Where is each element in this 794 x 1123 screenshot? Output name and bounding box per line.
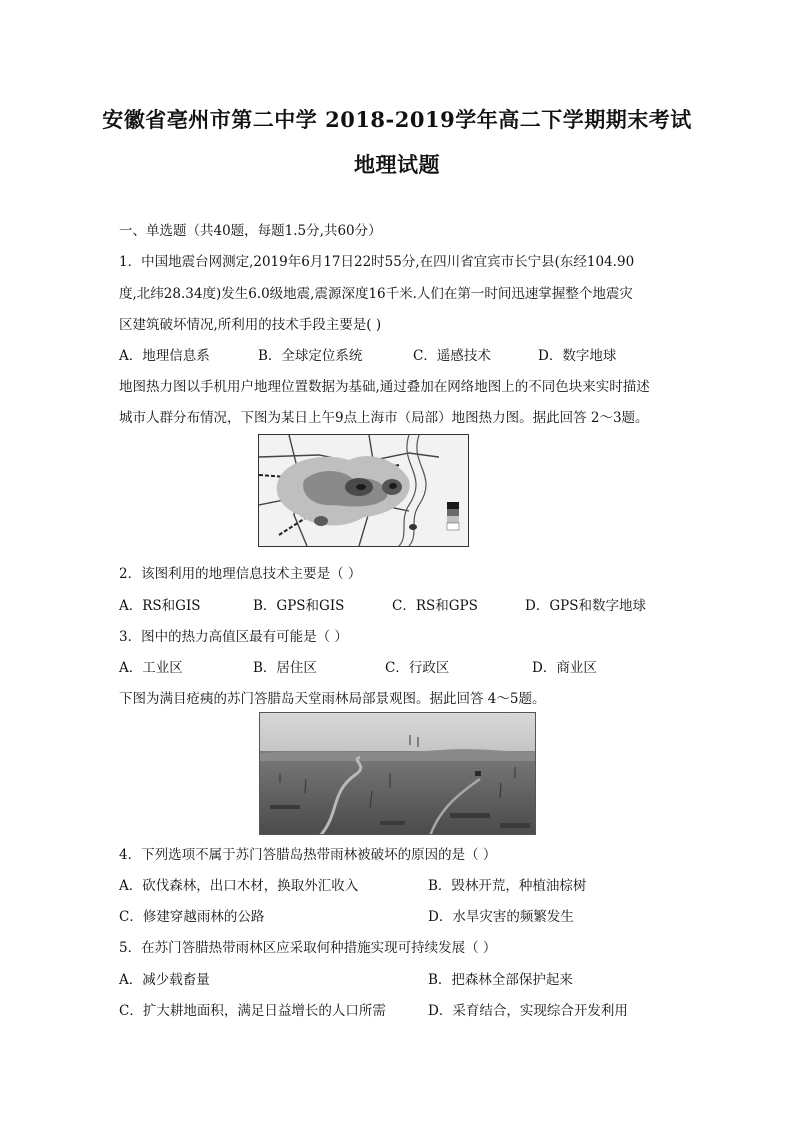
document-subtitle: 地理试题 bbox=[354, 152, 440, 177]
q5-option-d: D．采育结合，实现综合开发利用 bbox=[428, 1003, 628, 1019]
q1-line-3: 区建筑破坏情况,所利用的技术手段主要是( ) bbox=[119, 317, 382, 333]
q3-option-b: B．居住区 bbox=[253, 660, 317, 676]
q2-option-d: D．GPS和数字地球 bbox=[525, 598, 646, 614]
q3-option-c: C．行政区 bbox=[385, 660, 450, 676]
passage2-text: 下图为满目疮痍的苏门答腊岛天堂雨林局部景观图。据此回答 4～5题。 bbox=[119, 691, 546, 707]
q5-option-a: A．减少载畜量 bbox=[119, 972, 210, 988]
passage1-line-2: 城市人群分布情况，下图为某日上午9点上海市（局部）地图热力图。据此回答 2～3题。 bbox=[119, 410, 649, 426]
q5-option-b: B．把森林全部保护起来 bbox=[428, 972, 573, 988]
q1-option-d: D．数字地球 bbox=[538, 348, 617, 364]
q4-text: 4．下列选项不属于苏门答腊岛热带雨林被破坏的原因的是（ ） bbox=[119, 847, 497, 863]
q3-option-d: D．商业区 bbox=[532, 660, 597, 676]
heat-map-figure bbox=[258, 434, 469, 547]
q3-text: 3．图中的热力高值区最有可能是（ ） bbox=[119, 629, 348, 645]
section-header: 一、单选题（共40题，每题1.5分,共60分） bbox=[119, 223, 382, 239]
heat-map-drawing bbox=[259, 435, 468, 546]
q4-option-d: D．水旱灾害的频繁发生 bbox=[428, 909, 574, 925]
document-title: 安徽省亳州市第二中学 2018-2019学年高二下学期期末考试 bbox=[102, 107, 692, 132]
q1-line-2: 度,北纬28.34度)发生6.0级地震,震源深度16千米.人们在第一时间迅速掌握整个地震灾 bbox=[119, 286, 633, 302]
q4-option-b: B．毁林开荒，种植油棕树 bbox=[428, 878, 587, 894]
q3-option-a: A．工业区 bbox=[119, 660, 183, 676]
q1-option-c: C．遥感技术 bbox=[413, 348, 491, 364]
q5-option-c: C．扩大耕地面积，满足日益增长的人口所需 bbox=[119, 1003, 386, 1019]
q4-option-a: A．砍伐森林，出口木材，换取外汇收入 bbox=[119, 878, 359, 894]
q1-option-b: B．全球定位系统 bbox=[258, 348, 363, 364]
q2-option-c: C．RS和GPS bbox=[392, 598, 478, 614]
rainforest-photo-drawing bbox=[260, 713, 536, 835]
q5-text: 5．在苏门答腊热带雨林区应采取何种措施实现可持续发展（ ） bbox=[119, 940, 497, 956]
q4-option-c: C．修建穿越雨林的公路 bbox=[119, 909, 265, 925]
q2-option-a: A．RS和GIS bbox=[119, 598, 201, 614]
q1-line-1: 1．中国地震台网测定,2019年6月17日22时55分,在四川省宜宾市长宁县(东经104.90 bbox=[119, 254, 635, 270]
q2-text: 2．该图利用的地理信息技术主要是（ ） bbox=[119, 566, 362, 582]
passage1-line-1: 地图热力图以手机用户地理位置数据为基础,通过叠加在网络地图上的不同色块来实时描述 bbox=[119, 379, 650, 395]
q2-option-b: B．GPS和GIS bbox=[253, 598, 345, 614]
q1-option-a: A．地理信息系 bbox=[119, 348, 210, 364]
rainforest-photo bbox=[259, 712, 536, 835]
